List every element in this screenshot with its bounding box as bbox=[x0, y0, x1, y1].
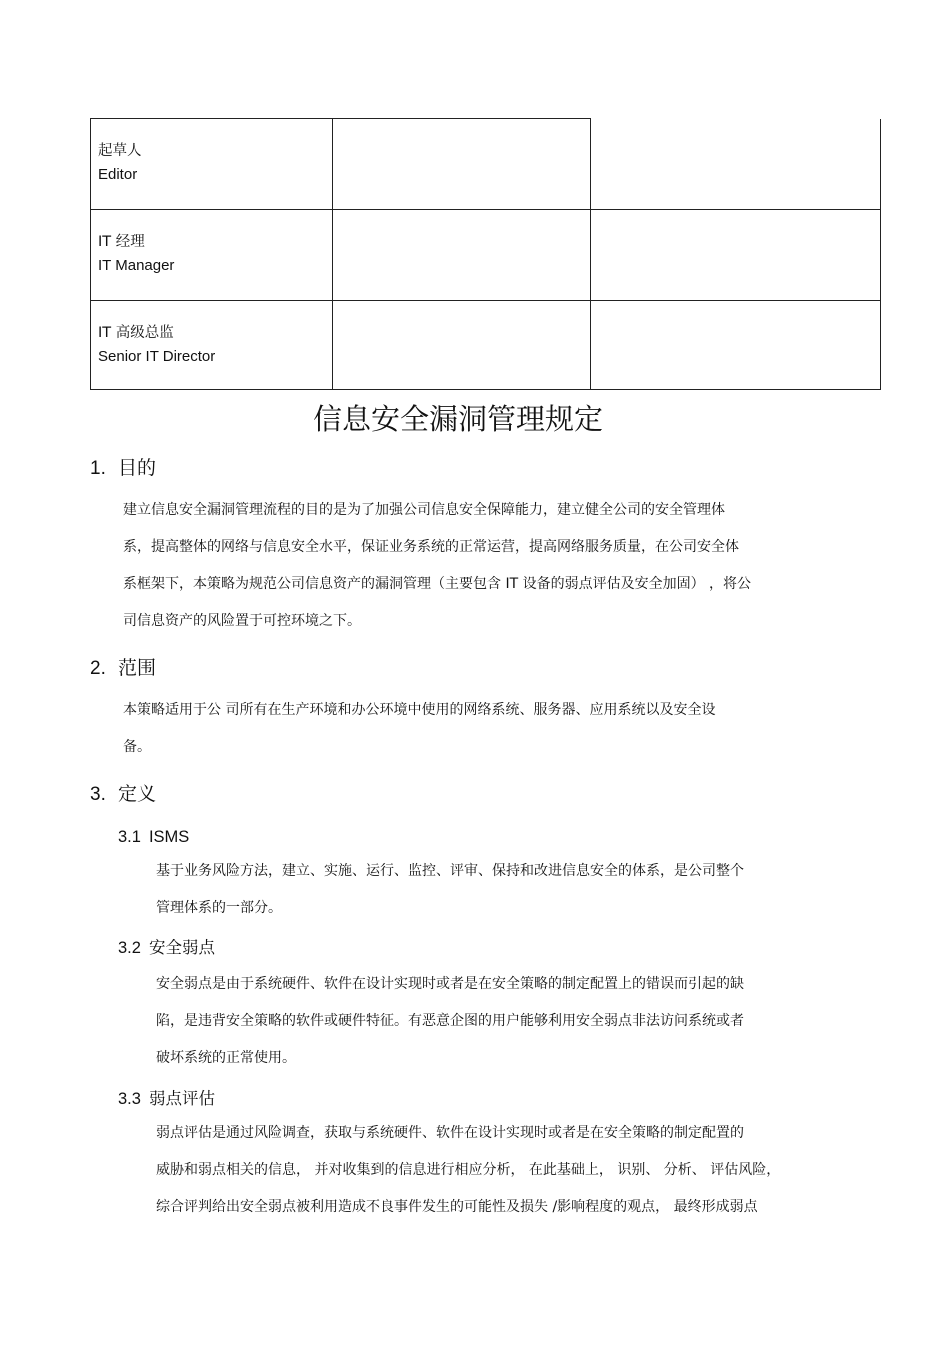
paragraph-line: 系，提高整体的网络与信息安全水平，保证业务系统的正常运营，提高网络服务质量，在公司安全体 bbox=[123, 539, 739, 555]
paragraph-line: 威胁和弱点相关的信息， 并对收集到的信息进行相应分析， 在此基础上， 识别、 分析、 评估风险， bbox=[156, 1162, 781, 1178]
section-title: 定义 bbox=[118, 783, 157, 805]
paragraph-line: 本策略适用于公 司所有在生产环境和办公环境中使用的网络系统、服务器、应用系统以及安全设 bbox=[123, 702, 716, 718]
subsection-number: 3.3 bbox=[118, 1090, 141, 1108]
date-cell bbox=[591, 119, 881, 210]
paragraph-line: 陷，是违背安全策略的软件或硬件特征。有恶意企图的用户能够利用安全弱点非法访问系统或者 bbox=[156, 1013, 744, 1029]
role-en: IT Manager bbox=[98, 257, 175, 274]
role-cn: IT 高级总监 bbox=[98, 325, 174, 341]
paragraph-line: 系框架下，本策略为规范公司信息资产的漏洞管理（主要包含 IT 设备的弱点评估及安全加固） ，将公 bbox=[123, 576, 752, 592]
role-cell bbox=[91, 301, 333, 390]
paragraph-line: 管理体系的一部分。 bbox=[156, 900, 282, 916]
signature-cell bbox=[333, 119, 591, 210]
paragraph-line: 安全弱点是由于系统硬件、软件在设计实现时或者是在安全策略的制定配置上的错误而引起的缺 bbox=[156, 976, 744, 992]
paragraph-line: 综合评判给出安全弱点被利用造成不良事件发生的可能性及损失 /影响程度的观点， 最终形成弱点 bbox=[156, 1199, 758, 1215]
section-number: 3. bbox=[90, 784, 106, 805]
role-en: Senior IT Director bbox=[98, 348, 216, 365]
section-heading-purpose bbox=[90, 455, 156, 482]
role-en: Editor bbox=[98, 166, 138, 183]
role-cn: 起草人 bbox=[98, 143, 142, 159]
approval-row-it-manager bbox=[91, 210, 881, 301]
section-title: 目的 bbox=[118, 457, 157, 479]
subsection-heading-isms bbox=[118, 825, 189, 849]
paragraph-line: 司信息资产的风险置于可控环境之下。 bbox=[123, 613, 361, 629]
paragraph-line: 基于业务风险方法，建立、实施、运行、监控、评审、保持和改进信息安全的体系，是公司整个 bbox=[156, 863, 744, 879]
section-number: 2. bbox=[90, 658, 106, 679]
subsection-number: 3.1 bbox=[118, 828, 141, 846]
role-cell bbox=[91, 119, 333, 210]
section-number: 1. bbox=[90, 458, 106, 479]
section-heading-scope bbox=[90, 655, 156, 682]
signature-cell bbox=[333, 210, 591, 301]
date-cell bbox=[591, 301, 881, 390]
paragraph-line: 建立信息安全漏洞管理流程的目的是为了加强公司信息安全保障能力，建立健全公司的安全管理体 bbox=[123, 502, 725, 518]
paragraph-line: 弱点评估是通过风险调查，获取与系统硬件、软件在设计实现时或者是在安全策略的制定配置的 bbox=[156, 1125, 744, 1141]
approval-table bbox=[90, 118, 881, 390]
subsection-title: 弱点评估 bbox=[148, 1089, 215, 1108]
section-title: 范围 bbox=[118, 657, 157, 679]
approval-row-senior-it-director bbox=[91, 301, 881, 390]
subsection-number: 3.2 bbox=[118, 939, 141, 957]
subsection-heading-security-weakness bbox=[118, 936, 215, 960]
document-title: 信息安全漏洞管理规定 bbox=[312, 402, 603, 436]
date-cell bbox=[591, 210, 881, 301]
paragraph-line: 备。 bbox=[123, 739, 151, 755]
subsection-heading-weakness-assessment bbox=[118, 1087, 215, 1111]
paragraph-line: 破坏系统的正常使用。 bbox=[156, 1050, 296, 1066]
section-heading-definitions bbox=[90, 781, 156, 808]
role-cn: IT 经理 bbox=[98, 234, 145, 250]
subsection-title: 安全弱点 bbox=[148, 938, 215, 957]
subsection-title: ISMS bbox=[148, 828, 190, 846]
role-cell bbox=[91, 210, 333, 301]
approval-row-editor bbox=[91, 119, 881, 210]
signature-cell bbox=[333, 301, 591, 390]
